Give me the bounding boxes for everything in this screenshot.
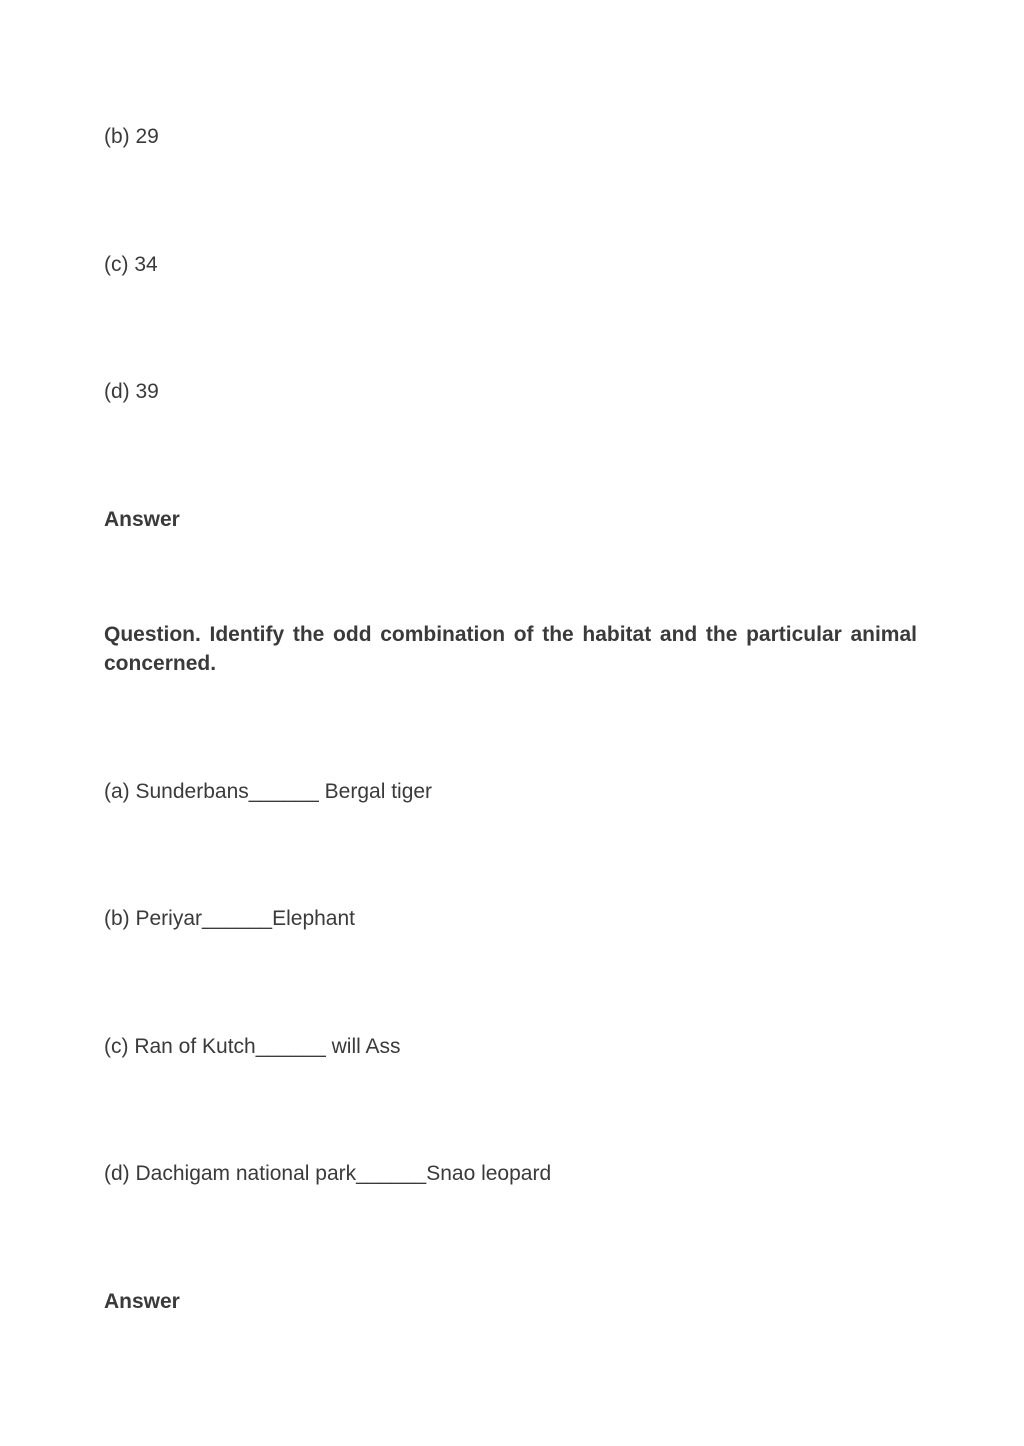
question-text: Question. Identify the odd combination of the habitat and the particular animal concerned. [104, 623, 917, 675]
answer-heading: Answer [104, 1290, 180, 1313]
answer-heading: Answer [104, 508, 180, 531]
option-d: (d) 39 [104, 380, 159, 403]
option-b: (b) Periyar______Elephant [104, 907, 355, 930]
option-c: (c) Ran of Kutch______ will Ass [104, 1035, 401, 1058]
option-c: (c) 34 [104, 253, 158, 276]
option-a: (a) Sunderbans______ Bergal tiger [104, 780, 433, 803]
option-b: (b) 29 [104, 125, 159, 148]
option-d: (d) Dachigam national park______Snao leopard [104, 1162, 552, 1185]
